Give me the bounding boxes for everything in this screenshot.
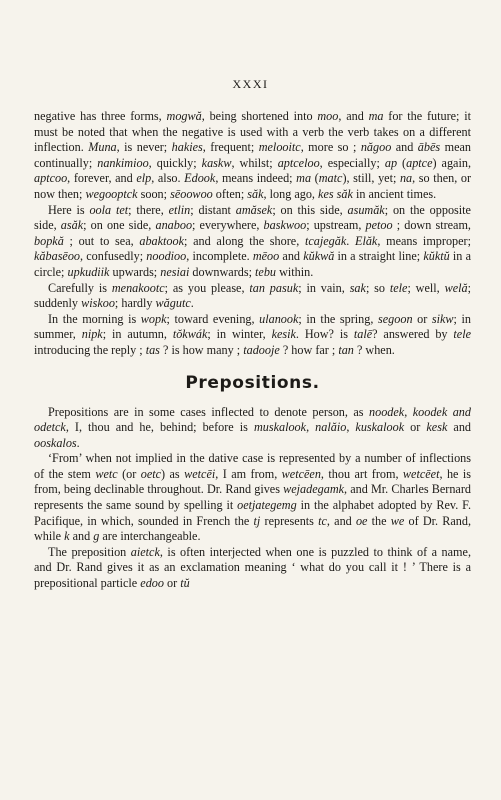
page-number: XXXI: [232, 77, 269, 91]
paragraph: Here is oola tet; there, etlin; distant amăsek; on this side, asumăk; on the opposite side, asăk; on one side, anaboo; everywhere, baskwoo; upstream, petoo ; down stream, bopkă ; out to sea, abaktook; and along the shore, tcajegăk. Elăk, means improper; kăbasēoo, confusedly; noodioo, incomplete. mēoo and kŭkwă in a straight line; kŭktŭ in a circle; upkudiik upwards; nesiai downwards; tebu within.: [34, 202, 471, 279]
paragraph: The preposition aietck, is often interjected when one is puzzled to think of a name, and Dr. Rand gives it as an exclamation meaning ‘ what do you call it ! ’ There is a prepositional particle edoo or tŭ: [34, 544, 471, 591]
page-body: [34, 109, 471, 592]
section-heading: Prepositions.: [185, 372, 320, 393]
paragraph: Carefully is menakootc; as you please, tan pasuk; in vain, sak; so tele; well, welă; suddenly wiskoo; hardly wăgutc.: [34, 280, 471, 311]
paragraph: Prepositions are in some cases inflected to denote person, as noodek, koodek and odetck, I, thou and he, behind; before is muskalook, nalăio, kuskalook or kesk and ooskalos.: [34, 404, 472, 450]
paragraph: In the morning is wopk; toward evening, ulanook; in the spring, segoon or sikw; in summer, nipk; in autumn, tŏkwák; in winter, kesik. How? is talē? answered by tele introducing the reply ; tas ? is how many ; tadooje ? how far ; tan ? when.: [34, 311, 471, 357]
paragraph: ‘From’ when not implied in the dative case is represented by a number of inflections of the stem wetc (or oetc) as wetcēi, I am from, wetcēen, thou art from, wetcēet, he is from, being declinable throughout. Dr. Rand gives wejadegamk, and Mr. Charles Bernard represents the same sound by spelling it oetjategemg in the alphabet adopted by Rev. F. Pacifique, in which, sounded in French the tj represents tc, and oe the we of Dr. Rand, while k and g are interchangeable.: [34, 451, 472, 544]
paragraph: negative has three forms, mogwă, being shortened into moo, and ma for the future; it must be noted that when the negative is used with a verb the verb takes on a different inflection. Muna, is never; hakies, frequent; melooitc, more so ; năgoo and ābēs mean continually; nankimioo, quickly; kaskw, whilst; aptceloo, especially; ap (aptce) again, aptcoo, forever, and elp, also. Edook, means indeed; ma (matc), still, yet; na, so then, or now then; wegooptck soon; sēoowoo often; săk, long ago, kes săk in ancient times.: [34, 109, 471, 201]
